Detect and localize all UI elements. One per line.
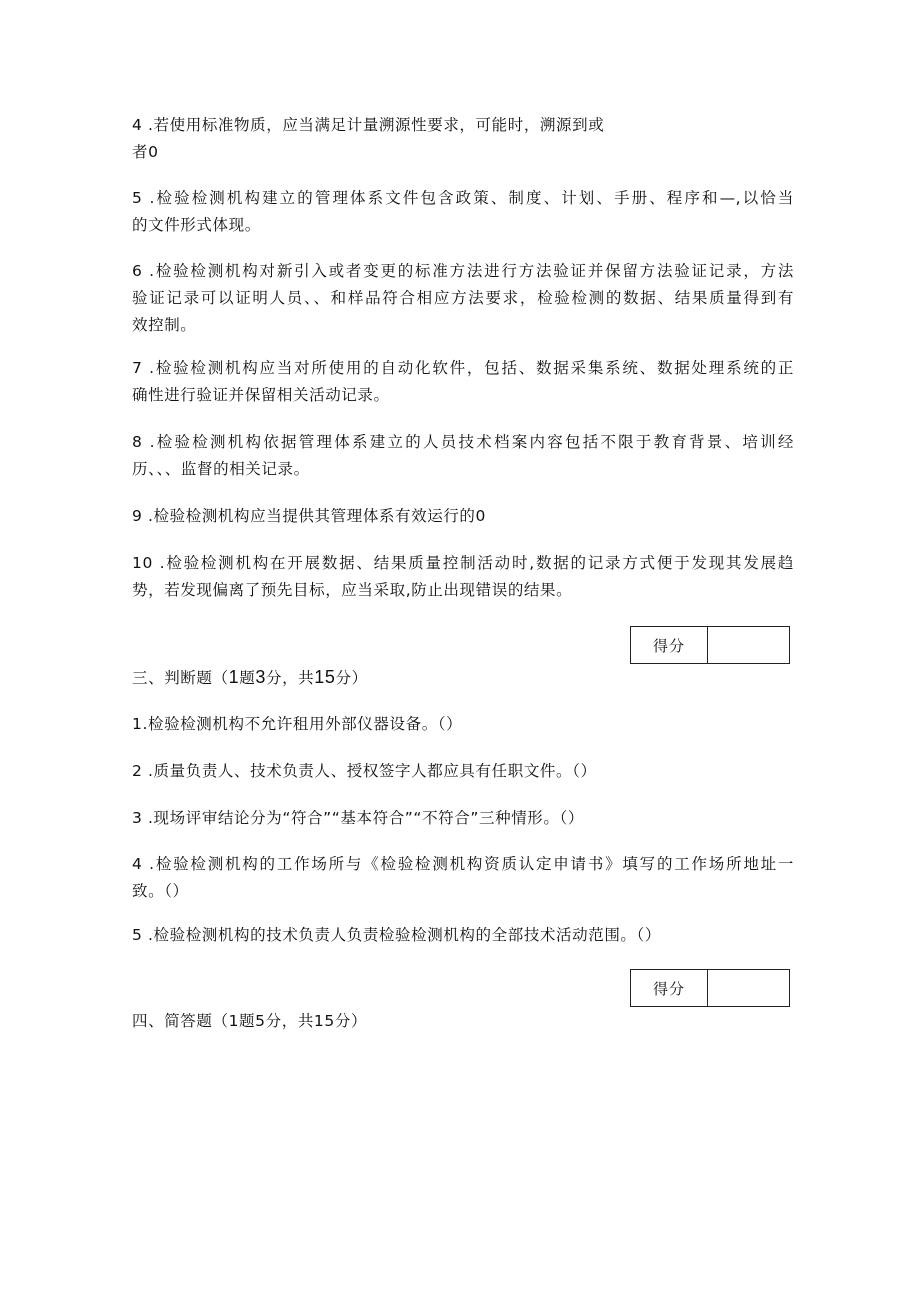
- question-9-line-1: 9 .检验检测机构应当提供其管理体系有效运行的0: [132, 507, 486, 525]
- tf-question-2-text: 2 .质量负责人、技术负责人、授权签字人都应具有任职文件。（）: [132, 762, 597, 780]
- question-6-line-3: 效控制。: [132, 316, 197, 334]
- question-4-line-1: 4 .若使用标准物质，应当满足计量溯源性要求，可能时，溯源到或: [132, 116, 605, 134]
- question-8-line-1: 8 .检验检测机构依据管理体系建立的人员技术档案内容包括不限于教育背景、培训经: [132, 433, 794, 451]
- section3-number-1: 1: [228, 667, 240, 687]
- question-8: [132, 429, 794, 483]
- tf-question-1-text: 1.检验检测机构不允许租用外部仪器设备。（）: [132, 715, 463, 733]
- score-label: 得分: [631, 627, 708, 663]
- score-box: [630, 626, 790, 664]
- tf-question-4-line-1: 4 .检验检测机构的工作场所与《检验检测机构资质认定申请书》填写的工作场所地址一: [132, 855, 794, 873]
- tf-question-4-line-2: 致。（）: [132, 882, 189, 900]
- section3-prefix: 三、判断题（: [132, 669, 229, 687]
- question-7-line-1: 7 .检验检测机构应当对所使用的自动化软件，包括、数据采集系统、数据处理系统的正: [132, 359, 794, 377]
- section3-suffix: 分）: [335, 669, 368, 687]
- score-label: 得分: [631, 970, 708, 1006]
- tf-question-2: [132, 758, 794, 785]
- tf-question-3: [132, 805, 794, 832]
- question-7: [132, 355, 794, 409]
- question-8-line-2: 历、、、监督的相关记录。: [132, 460, 310, 478]
- section3-number-2: 3: [255, 667, 266, 687]
- section3-mid-2: 分，共: [265, 669, 315, 687]
- section4-title: 四、简答题（1题5分，共15分）: [132, 1012, 368, 1030]
- question-10: [132, 550, 794, 604]
- section3-number-3: 15: [314, 667, 336, 687]
- section-title-true-false: [132, 664, 368, 692]
- section-title-short-answer: [132, 1008, 367, 1035]
- question-6-line-1: 6 .检验检测机构对新引入或者变更的标准方法进行方法验证并保留方法验证记录，方法: [132, 262, 794, 280]
- tf-question-1: [132, 711, 794, 738]
- question-10-line-1: 10 .检验检测机构在开展数据、结果质量控制活动时,数据的记录方式便于发现其发展趋: [132, 554, 794, 572]
- question-5: [132, 185, 794, 239]
- question-6-line-2: 验证记录可以证明人员、、和样品符合相应方法要求，检验检测的数据、结果质量得到有: [132, 289, 794, 307]
- score-box: [630, 969, 790, 1007]
- tf-question-5: [132, 922, 794, 949]
- question-4-line-2: 者0: [132, 143, 159, 161]
- question-4: [132, 112, 794, 166]
- tf-question-3-text: 3 .现场评审结论分为“符合”“基本符合”“不符合”三种情形。（）: [132, 809, 584, 827]
- question-9: [132, 503, 794, 530]
- score-blank: [708, 970, 789, 1006]
- question-5-line-1: 5 .检验检测机构建立的管理体系文件包含政策、制度、计划、手册、程序和—,以恰当: [132, 189, 794, 207]
- tf-question-5-text: 5 .检验检测机构的技术负责人负责检验检测机构的全部技术活动范围。（）: [132, 926, 661, 944]
- question-5-line-2: 的文件形式体现。: [132, 216, 261, 234]
- question-6: [132, 258, 794, 339]
- section3-mid-1: 题: [239, 669, 256, 687]
- question-7-line-2: 确性进行验证并保留相关活动记录。: [132, 386, 390, 404]
- tf-question-4: [132, 851, 794, 905]
- question-10-line-2: 势，若发现偏离了预先目标，应当采取,防止出现错误的结果。: [132, 581, 573, 599]
- score-blank: [708, 627, 789, 663]
